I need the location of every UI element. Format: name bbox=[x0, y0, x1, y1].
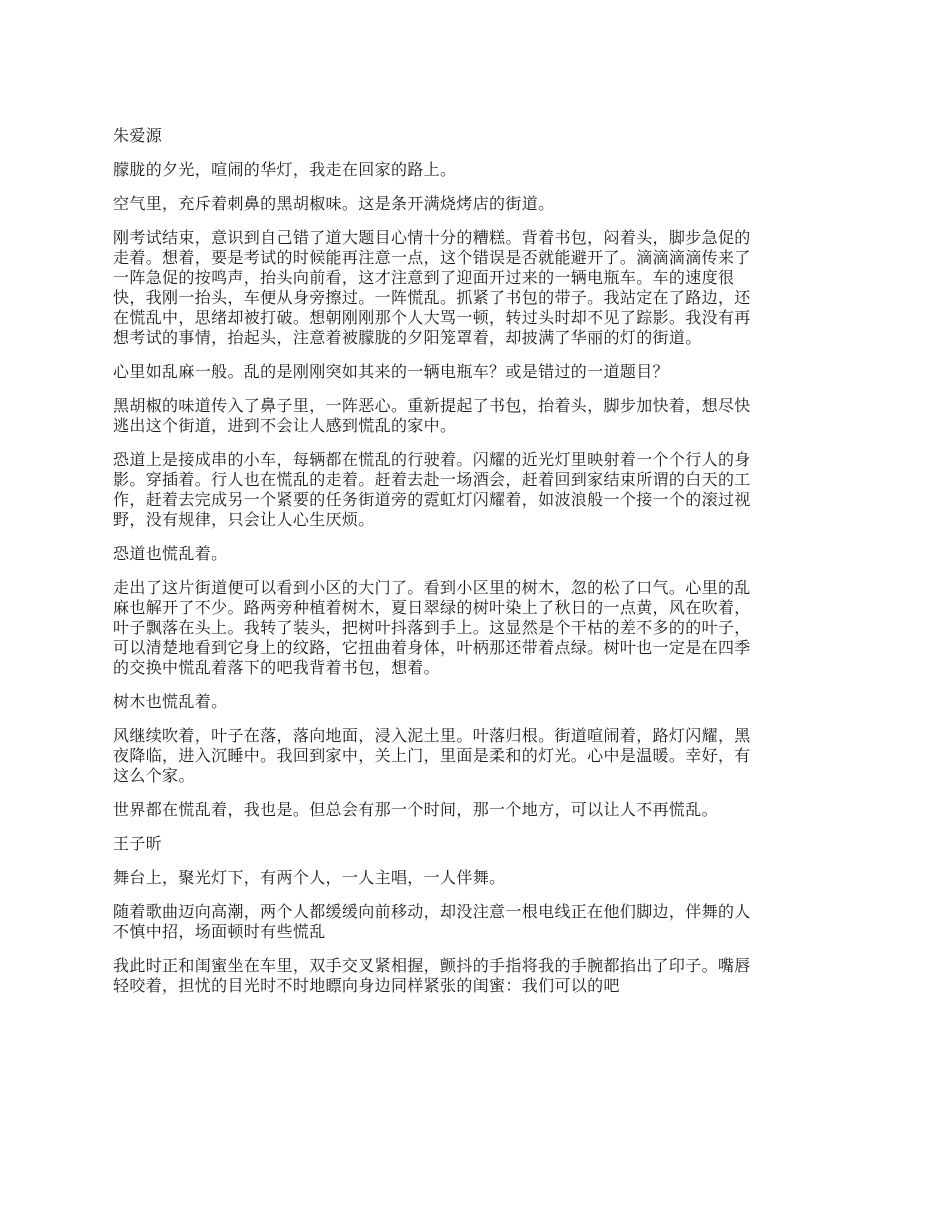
paragraph bbox=[113, 544, 841, 564]
paragraph bbox=[113, 902, 841, 942]
paragraph-line: 逃出这个街道，进到不会让人感到慌乱的家中。 bbox=[113, 416, 457, 435]
paragraph-line: 一阵急促的按鸣声，抬头向前看，这才注意到了迎面开过来的一辆电瓶车。车的速度很 bbox=[113, 268, 735, 287]
paragraph-line: 空气里，充斥着刺鼻的黑胡椒味。这是条开满烧烤店的街道。 bbox=[113, 194, 555, 213]
paragraph bbox=[113, 834, 841, 854]
paragraph-line: 这么个家。 bbox=[113, 766, 195, 785]
paragraph-line: 作，赶着去完成另一个紧要的任务街道旁的霓虹灯闪耀着，如波浪般一个接一个的滚过视 bbox=[113, 490, 751, 509]
paragraph-line: 麻也解开了不少。路两旁种植着树木，夏日翠绿的树叶染上了秋日的一点黄，风在吹着， bbox=[113, 598, 751, 617]
paragraph bbox=[113, 578, 841, 678]
paragraph-line: 树木也慌乱着。 bbox=[113, 692, 228, 711]
paragraph bbox=[113, 228, 841, 348]
paragraph-line: 恐道也慌乱着。 bbox=[113, 544, 228, 563]
paragraph-line: 快，我刚一抬头，车便从身旁擦过。一阵慌乱。抓紧了书包的带子。我站定在了路边，还 bbox=[113, 288, 751, 307]
paragraph-line: 的交换中慌乱着落下的吧我背着书包，想着。 bbox=[113, 658, 441, 677]
paragraph-line: 我此时正和闺蜜坐在车里，双手交叉紧相握，颤抖的手指将我的手腕都掐出了印子。嘴唇 bbox=[113, 956, 751, 975]
paragraph bbox=[113, 692, 841, 712]
document-body bbox=[113, 126, 841, 1010]
paragraph bbox=[113, 956, 841, 996]
paragraph-line: 叶子飘落在头上。我转了装头，把树叶抖落到手上。这显然是个干枯的差不多的的叶子， bbox=[113, 618, 751, 637]
paragraph-line: 走出了这片街道便可以看到小区的大门了。看到小区里的树木，忽的松了口气。心里的乱 bbox=[113, 578, 751, 597]
paragraph-line: 影。穿插着。行人也在慌乱的走着。赶着去赴一场酒会，赶着回到家结束所谓的白天的工 bbox=[113, 470, 751, 489]
paragraph bbox=[113, 396, 841, 436]
paragraph-line: 世界都在慌乱着，我也是。但总会有那一个时间，那一个地方，可以让人不再慌乱。 bbox=[113, 800, 718, 819]
paragraph bbox=[113, 160, 841, 180]
paragraph bbox=[113, 126, 841, 146]
paragraph bbox=[113, 194, 841, 214]
paragraph bbox=[113, 362, 841, 382]
paragraph-line: 轻咬着，担忧的目光时不时地瞟向身边同样紧张的闺蜜：我们可以的吧 bbox=[113, 976, 620, 995]
paragraph bbox=[113, 800, 841, 820]
paragraph-line: 走着。想着，要是考试的时候能再注意一点，这个错误是否就能避开了。滴滴滴滴传来了 bbox=[113, 248, 751, 267]
paragraph bbox=[113, 726, 841, 786]
paragraph bbox=[113, 868, 841, 888]
paragraph bbox=[113, 450, 841, 530]
paragraph-line: 王子昕 bbox=[113, 834, 163, 853]
paragraph-line: 不慎中招，场面顿时有些慌乱 bbox=[113, 922, 326, 941]
paragraph-line: 刚考试结束，意识到自己错了道大题目心情十分的糟糕。背着书包，闷着头，脚步急促的 bbox=[113, 228, 751, 247]
paragraph-line: 心里如乱麻一般。乱的是刚刚突如其来的一辆电瓶车？或是错过的一道题目？ bbox=[113, 362, 669, 381]
paragraph-line: 夜降临，进入沉睡中。我回到家中，关上门，里面是柔和的灯光。心中是温暖。幸好，有 bbox=[113, 746, 751, 765]
paragraph-line: 恐道上是接成串的小车，每辆都在慌乱的行驶着。闪耀的近光灯里映射着一个个行人的身 bbox=[113, 450, 751, 469]
paragraph-line: 随着歌曲迈向高潮，两个人都缓缓向前移动，却没注意一根电线正在他们脚边，伴舞的人 bbox=[113, 902, 751, 921]
paragraph-line: 朱爱源 bbox=[113, 126, 163, 145]
paragraph-line: 想考试的事情，抬起头，注意着被朦胧的夕阳笼罩着，却披满了华丽的灯的街道。 bbox=[113, 328, 702, 347]
paragraph-line: 在慌乱中，思绪却被打破。想朝刚刚那个人大骂一顿，转过头时却不见了踪影。我没有再 bbox=[113, 308, 751, 327]
paragraph-line: 黑胡椒的味道传入了鼻子里，一阵恶心。重新提起了书包，抬着头，脚步加快着，想尽快 bbox=[113, 396, 751, 415]
paragraph-line: 野，没有规律，只会让人心生厌烦。 bbox=[113, 510, 375, 529]
paragraph-line: 朦胧的夕光，喧闹的华灯，我走在回家的路上。 bbox=[113, 160, 457, 179]
paragraph-line: 风继续吹着，叶子在落，落向地面，浸入泥土里。叶落归根。街道喧闹着，路灯闪耀，黑 bbox=[113, 726, 751, 745]
paragraph-line: 舞台上，聚光灯下，有两个人，一人主唱，一人伴舞。 bbox=[113, 868, 506, 887]
paragraph-line: 可以清楚地看到它身上的纹路，它扭曲着身体，叶柄那还带着点绿。树叶也一定是在四季 bbox=[113, 638, 751, 657]
